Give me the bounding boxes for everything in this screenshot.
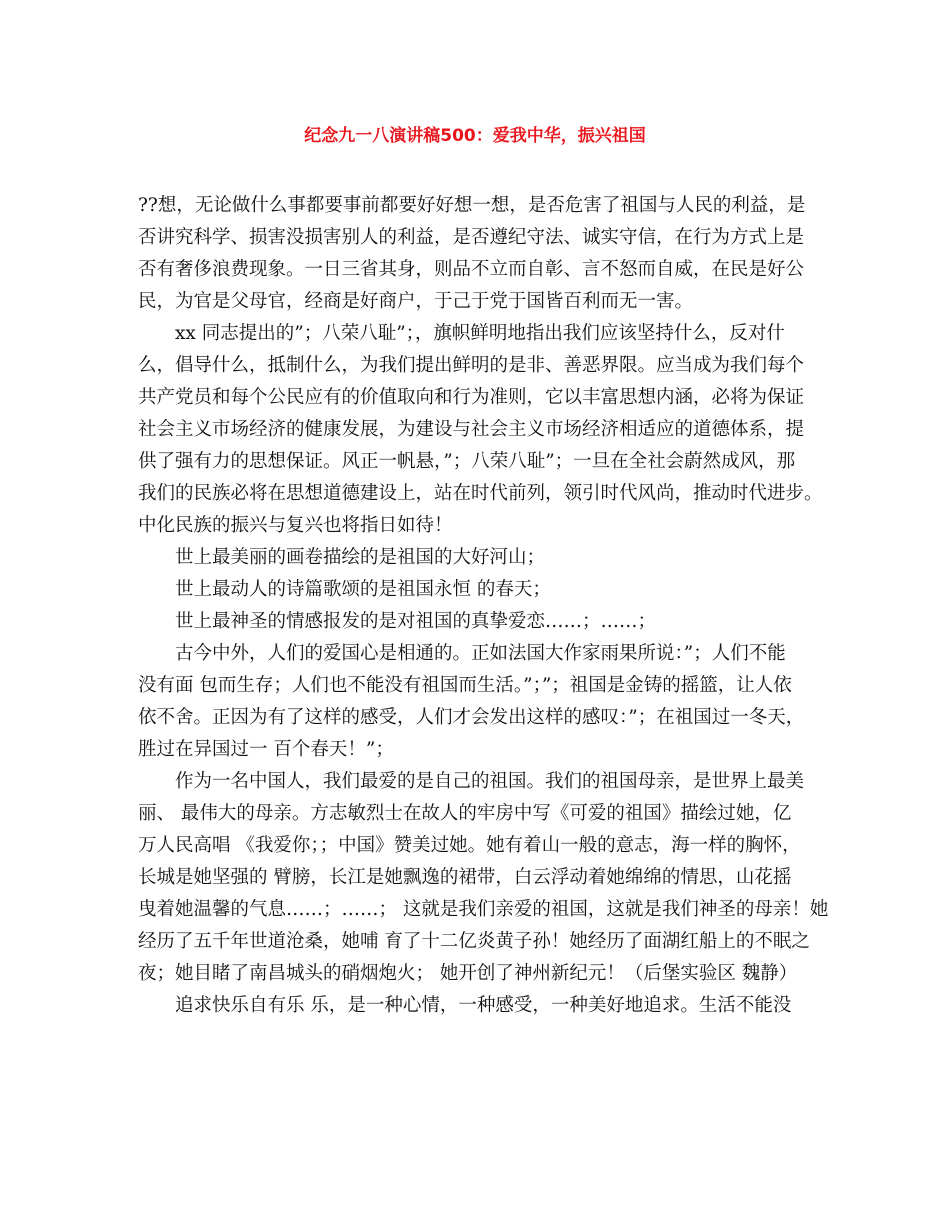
body-line: 中化民族的振兴与复兴也将指日如待！: [138, 515, 453, 536]
body-line: 共产党员和每个公民应有的价值取向和行为准则，它以丰富思想内涵，必将为保证: [138, 387, 805, 408]
body-line: 世上最美丽的画卷描绘的是祖国的大好河山；: [175, 547, 546, 568]
body-line: 万人民高唱 《我爱你；；中国》赞美过她。她有着山一般的意志，海一样的胸怀，: [138, 835, 801, 856]
body-line: 经历了五千年世道沧桑，她哺 育了十二亿炎黄子孙！她经历了面湖红船上的不眠之: [138, 931, 810, 952]
body-line: 没有面 包而生存；人们也不能没有祖国而生活。”；”；祖国是金铸的摇篮，让人依: [138, 675, 792, 696]
body-line: 否讲究科学、损害没损害别人的利益，是否遵纪守法、诚实守信，在行为方式上是: [138, 227, 805, 248]
body-line: 作为一名中国人，我们最爱的是自己的祖国。我们的祖国母亲，是世界上最美: [175, 771, 805, 792]
body-line: 供了强有力的思想保证。风正一帆悬，”；八荣八耻”；一旦在全社会蔚然成风，那: [138, 451, 796, 472]
body-line: 长城是她坚强的 臂膀，长江是她飘逸的裙带，白云浮动着她绵绵的情思，山花摇: [138, 867, 792, 888]
body-line: 曳着她温馨的气息……；……； 这就是我们亲爱的祖国，这就是我们神圣的母亲！她: [138, 899, 828, 920]
body-line: 夜；她目睹了南昌城头的硝烟炮火； 她开创了神州新纪元！（后堡实验区 魏静）: [138, 963, 798, 984]
body-line: 追求快乐自有乐 乐，是一种心情，一种感受，一种美好地追求。生活不能没: [175, 995, 792, 1016]
body-line: ??想，无论做什么事都要事前都要好好想一想，是否危害了祖国与人民的利益，是: [138, 195, 806, 216]
body-line: 么，倡导什么，抵制什么，为我们提出鲜明的是非、善恶界限。应当成为我们每个: [138, 355, 805, 376]
body-line: 否有奢侈浪费现象。一日三省其身，则品不立而自彰、言不怒而自威，在民是好公: [138, 259, 805, 280]
body-line: 丽、 最伟大的母亲。方志敏烈士在故人的牢房中写《可爱的祖国》描绘过她，亿: [138, 803, 792, 824]
body-line: 世上最神圣的情感报发的是对祖国的真挚爱恋……；……；: [175, 611, 657, 632]
body-line: 古今中外，人们的爱国心是相通的。正如法国大作家雨果所说：”；人们不能: [175, 643, 786, 664]
body-line: 依不舍。正因为有了这样的感受，人们才会发出这样的感叹：”；在祖国过一冬天，: [138, 707, 805, 728]
document-title: 纪念九一八演讲稿500：爱我中华，振兴祖国: [304, 126, 646, 146]
document-body: [138, 190, 828, 1022]
body-line: 胜过在异国过一 百个春天！”；: [138, 739, 394, 760]
body-line: 世上最动人的诗篇歌颂的是祖国永恒 的春天；: [175, 579, 551, 600]
body-line: 我们的民族必将在思想道德建设上，站在时代前列，领引时代风尚，推动时代进步。: [138, 483, 823, 504]
body-line: xx 同志提出的”；八荣八耻”；，旗帜鲜明地指出我们应该坚持什么，反对什: [175, 323, 785, 344]
body-line: 社会主义市场经济的健康发展，为建设与社会主义市场经济相适应的道德体系，提: [138, 419, 805, 440]
body-line: 民，为官是父母官，经商是好商户，于己于党于国皆百利而无一害。: [138, 291, 694, 312]
